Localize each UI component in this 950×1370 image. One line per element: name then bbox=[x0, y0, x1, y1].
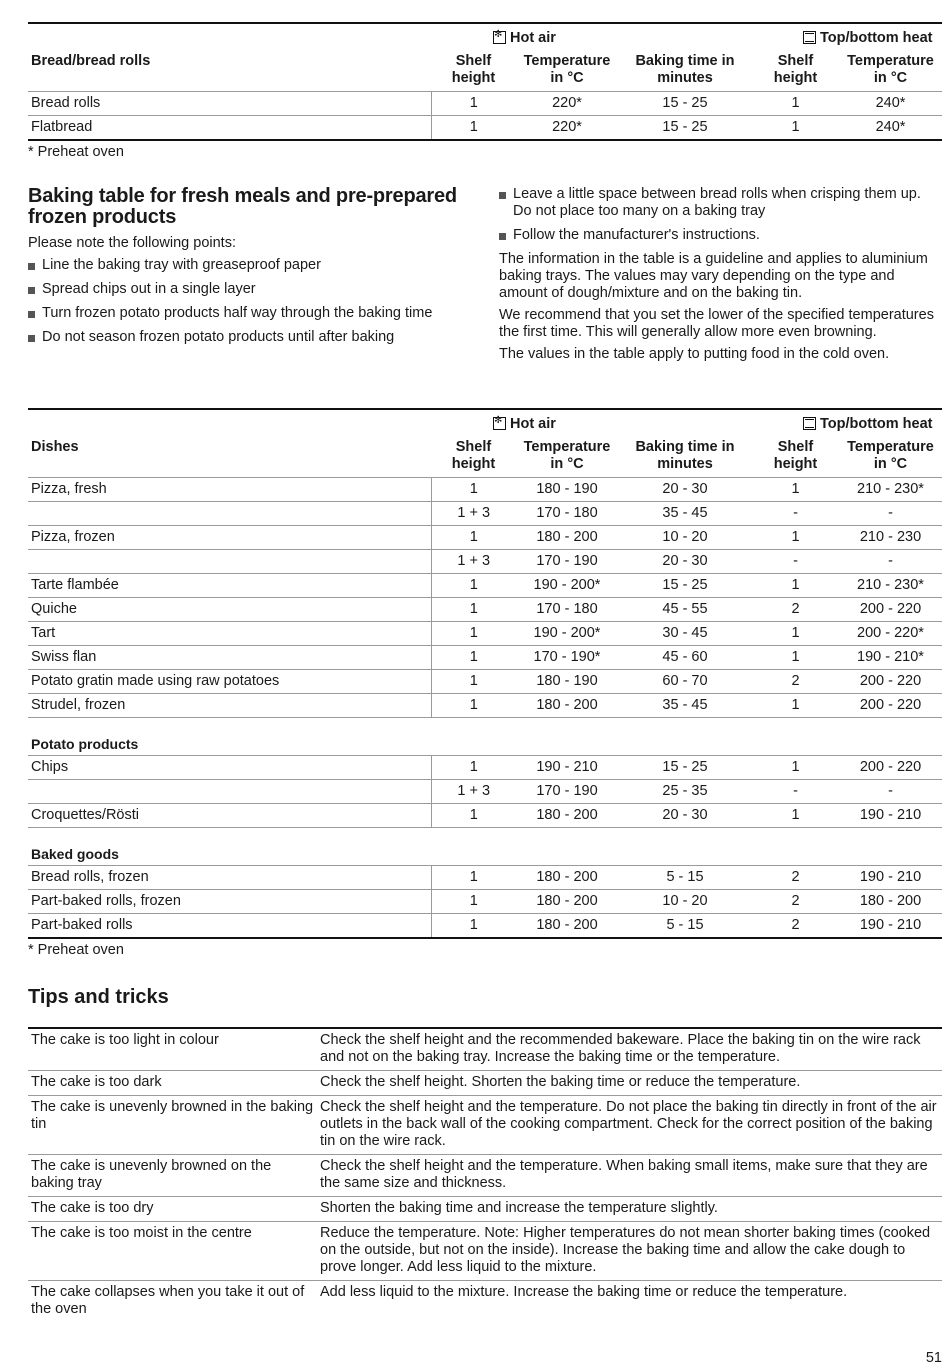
dish-name: Bread rolls, frozen bbox=[31, 869, 149, 885]
dish-name bbox=[28, 502, 431, 526]
shelf-height: 1 + 3 bbox=[431, 502, 516, 526]
shelf-height: - bbox=[793, 505, 798, 521]
table-row bbox=[28, 116, 942, 141]
dish-name: Tarte flambée bbox=[31, 577, 119, 593]
preheat-footnote: * Preheat oven bbox=[28, 144, 124, 160]
column-header-row bbox=[28, 432, 942, 478]
temperature: - bbox=[888, 505, 893, 521]
table-row bbox=[28, 526, 942, 550]
shelf-header: Shelf height bbox=[451, 439, 496, 472]
temperature: 180 - 200 bbox=[536, 893, 598, 909]
shelf-height: 1 bbox=[431, 598, 516, 622]
temperature: 220* bbox=[552, 95, 582, 111]
shelf-height: 1 bbox=[791, 625, 800, 641]
preheat-footnote: * Preheat oven bbox=[28, 942, 124, 958]
bread-baking-table bbox=[28, 22, 942, 141]
shelf-height: 1 bbox=[431, 116, 516, 141]
shelf-height: 1 + 3 bbox=[431, 780, 516, 804]
tips-row bbox=[28, 1222, 942, 1281]
dish-name: Chips bbox=[31, 759, 69, 775]
temperature: 180 - 200 bbox=[536, 807, 598, 823]
temperature: 240* bbox=[875, 119, 906, 135]
shelf-height: 2 bbox=[791, 917, 800, 933]
tips-row bbox=[28, 1096, 942, 1155]
shelf-height: 1 bbox=[791, 649, 800, 665]
temperature: 190 - 210 bbox=[859, 869, 922, 885]
dish-name: Pizza, fresh bbox=[31, 481, 107, 497]
temperature: 190 - 210 bbox=[859, 807, 922, 823]
temperature: 190 - 200* bbox=[533, 625, 601, 641]
temperature: 170 - 180 bbox=[536, 505, 598, 521]
baking-time: 45 - 55 bbox=[662, 601, 708, 617]
baking-time: 15 - 25 bbox=[662, 759, 708, 775]
tip-solution: Shorten the baking time and increase the temperature slightly. bbox=[320, 1200, 718, 1216]
table-row bbox=[28, 670, 942, 694]
tip-problem: The cake is too dark bbox=[31, 1074, 162, 1090]
shelf-height: 1 bbox=[791, 807, 800, 823]
dish-name: Part-baked rolls, frozen bbox=[31, 893, 181, 909]
paragraph: The values in the table apply to putting food in the cold oven. bbox=[499, 346, 890, 362]
right-bullet-list bbox=[499, 186, 942, 244]
tip-solution: Check the shelf height and the temperature. When baking small items, make sure that they are the same size and thickness. bbox=[320, 1158, 928, 1191]
mode-header-row bbox=[28, 409, 942, 432]
temperature: - bbox=[888, 553, 893, 569]
bullet-item: Leave a little space between bread rolls when crisping them up. Do not place too many on a baking tray bbox=[499, 186, 942, 220]
table-row bbox=[28, 804, 942, 828]
temperature: 210 - 230* bbox=[857, 577, 924, 593]
tip-solution: Check the shelf height and the temperature. Do not place the baking tin directly in front of the air outlets in the back wall of the cooking compartment. Check for the correct position of the baking tin on the wire rack. bbox=[320, 1099, 937, 1149]
top-bottom-heat-label: Top/bottom heat bbox=[820, 30, 933, 46]
shelf-height: 1 bbox=[431, 694, 516, 718]
table-row bbox=[28, 756, 942, 780]
top-bottom-heat-icon bbox=[803, 417, 816, 430]
top-bottom-heat-label: Top/bottom heat bbox=[820, 416, 933, 432]
tips-row bbox=[28, 1197, 942, 1222]
baking-time: 30 - 45 bbox=[662, 625, 708, 641]
temperature: 180 - 200 bbox=[536, 917, 598, 933]
table-row bbox=[28, 550, 942, 574]
page bbox=[28, 22, 942, 1322]
fan-icon bbox=[493, 417, 506, 430]
shelf-height: 2 bbox=[791, 673, 800, 689]
shelf-height: 1 bbox=[791, 759, 800, 775]
temperature: 200 - 220* bbox=[857, 625, 924, 641]
table-row bbox=[28, 866, 942, 890]
tip-problem: The cake is too moist in the centre bbox=[31, 1225, 252, 1241]
shelf-height: - bbox=[793, 783, 798, 799]
shelf-height: 1 + 3 bbox=[431, 550, 516, 574]
bullet-item: Spread chips out in a single layer bbox=[28, 281, 478, 298]
notes-paragraphs bbox=[499, 251, 942, 363]
temperature: 190 - 210* bbox=[857, 649, 924, 665]
paragraph: We recommend that you set the lower of the specified temperatures the first time. This will generally allow more even browning. bbox=[499, 307, 934, 340]
dish-name: Flatbread bbox=[31, 119, 93, 135]
temperature: 240* bbox=[875, 95, 906, 111]
shelf-header: Shelf height bbox=[451, 53, 496, 86]
bullet-item: Do not season frozen potato products until after baking bbox=[28, 329, 478, 346]
baking-time: 15 - 25 bbox=[662, 577, 708, 593]
tip-problem: The cake is unevenly browned in the baking tin bbox=[31, 1099, 314, 1132]
shelf-height: 1 bbox=[431, 804, 516, 828]
temperature-header: Temperature in °C bbox=[847, 53, 934, 86]
table-row bbox=[28, 92, 942, 116]
table-row bbox=[28, 914, 942, 939]
shelf-header: Shelf height bbox=[773, 439, 818, 472]
baking-time: 35 - 45 bbox=[662, 505, 708, 521]
temperature: 180 - 200 bbox=[536, 697, 598, 713]
temperature-header: Temperature in °C bbox=[847, 439, 934, 472]
section-title: Baking table for fresh meals and pre-prepared frozen products bbox=[28, 185, 457, 228]
left-bullet-list bbox=[28, 257, 478, 346]
temperature: 190 - 200* bbox=[533, 577, 601, 593]
table-row bbox=[28, 502, 942, 526]
temperature: 200 - 220 bbox=[859, 759, 922, 775]
shelf-height: 1 bbox=[431, 478, 516, 502]
dish-name: Croquettes/Rösti bbox=[31, 807, 139, 823]
category-header: Bread/bread rolls bbox=[31, 53, 151, 69]
shelf-height: 1 bbox=[431, 914, 516, 939]
tip-solution: Check the shelf height. Shorten the baking time or reduce the temperature. bbox=[320, 1074, 801, 1090]
dish-name bbox=[28, 780, 431, 804]
mode-header-row bbox=[28, 23, 942, 46]
table-row bbox=[28, 622, 942, 646]
shelf-height: 2 bbox=[791, 869, 800, 885]
shelf-height: 1 bbox=[791, 697, 800, 713]
top-bottom-heat-mode bbox=[752, 409, 942, 432]
temperature: 220* bbox=[552, 119, 582, 135]
shelf-height: 2 bbox=[791, 601, 800, 617]
notes-right-column bbox=[499, 186, 942, 368]
tip-problem: The cake collapses when you take it out of the oven bbox=[31, 1284, 305, 1317]
temperature-header: Temperature in °C bbox=[523, 53, 611, 86]
tip-problem: The cake is too light in colour bbox=[31, 1032, 219, 1048]
baking-time: 45 - 60 bbox=[662, 649, 708, 665]
shelf-height: 2 bbox=[791, 893, 800, 909]
shelf-height: 1 bbox=[431, 646, 516, 670]
tips-title: Tips and tricks bbox=[28, 986, 169, 1008]
top-bottom-heat-icon bbox=[803, 31, 816, 44]
tips-row bbox=[28, 1281, 942, 1323]
baking-time: 20 - 30 bbox=[662, 807, 708, 823]
temperature: 200 - 220 bbox=[859, 697, 922, 713]
table-row bbox=[28, 478, 942, 502]
table-row bbox=[28, 694, 942, 718]
table-group-row bbox=[28, 828, 942, 866]
dish-name bbox=[28, 550, 431, 574]
tips-row bbox=[28, 1155, 942, 1197]
temperature: 170 - 190* bbox=[533, 649, 601, 665]
temperature: 170 - 190 bbox=[536, 783, 598, 799]
bullet-item: Turn frozen potato products half way through the baking time bbox=[28, 305, 478, 322]
temperature: 180 - 200 bbox=[859, 893, 922, 909]
temperature: 190 - 210 bbox=[536, 759, 598, 775]
dish-name: Swiss flan bbox=[31, 649, 97, 665]
fan-icon bbox=[493, 31, 506, 44]
bullet-item: Line the baking tray with greaseproof paper bbox=[28, 257, 478, 274]
tip-problem: The cake is unevenly browned on the baking tray bbox=[31, 1158, 272, 1191]
group-heading: Baked goods bbox=[31, 846, 119, 862]
dish-name: Part-baked rolls bbox=[31, 917, 133, 933]
table-row bbox=[28, 574, 942, 598]
shelf-height: 1 bbox=[431, 866, 516, 890]
temperature: 180 - 190 bbox=[536, 481, 598, 497]
tip-problem: The cake is too dry bbox=[31, 1200, 154, 1216]
column-header-row bbox=[28, 46, 942, 92]
shelf-height: 1 bbox=[431, 622, 516, 646]
baking-time-header: Baking time in minutes bbox=[635, 53, 735, 86]
baking-time: 15 - 25 bbox=[662, 119, 708, 135]
dish-name: Pizza, frozen bbox=[31, 529, 115, 545]
tip-solution: Add less liquid to the mixture. Increase the baking time or reduce the temperature. bbox=[320, 1284, 848, 1300]
paragraph: The information in the table is a guideline and applies to aluminium baking trays. The values may vary depending on the type and amount of dough/mixture and on the baking tin. bbox=[499, 251, 928, 301]
tips-table bbox=[28, 1027, 942, 1322]
shelf-height: 1 bbox=[431, 574, 516, 598]
temperature: 210 - 230* bbox=[857, 481, 924, 497]
dish-name: Bread rolls bbox=[31, 95, 101, 111]
table-row bbox=[28, 598, 942, 622]
baking-time: 5 - 15 bbox=[666, 917, 704, 933]
tip-solution: Check the shelf height and the recommended bakeware. Place the baking tin on the wire rack and not on the baking tray. Increase the baking time or the temperature. bbox=[320, 1032, 921, 1065]
table-row bbox=[28, 646, 942, 670]
baking-time: 15 - 25 bbox=[662, 95, 708, 111]
baking-time: 10 - 20 bbox=[662, 529, 708, 545]
section-intro: Please note the following points: bbox=[28, 235, 236, 251]
temperature: - bbox=[888, 783, 893, 799]
group-heading: Potato products bbox=[31, 736, 139, 752]
baking-time-header: Baking time in minutes bbox=[635, 439, 735, 472]
hot-air-label: Hot air bbox=[510, 416, 556, 432]
baking-time: 10 - 20 bbox=[662, 893, 708, 909]
temperature: 170 - 180 bbox=[536, 601, 598, 617]
dish-name: Strudel, frozen bbox=[31, 697, 126, 713]
table-group-row bbox=[28, 718, 942, 756]
shelf-height: 1 bbox=[791, 95, 800, 111]
baking-time: 5 - 15 bbox=[666, 869, 704, 885]
shelf-height: 1 bbox=[791, 481, 800, 497]
dish-name: Tart bbox=[31, 625, 56, 641]
temperature: 180 - 200 bbox=[536, 529, 598, 545]
shelf-height: 1 bbox=[791, 577, 800, 593]
baking-time: 20 - 30 bbox=[662, 481, 708, 497]
temperature: 180 - 190 bbox=[536, 673, 598, 689]
hot-air-mode bbox=[431, 409, 752, 432]
dishes-baking-table bbox=[28, 408, 942, 939]
hot-air-label: Hot air bbox=[510, 30, 556, 46]
page-number: 51 bbox=[925, 1350, 942, 1366]
tips-row bbox=[28, 1071, 942, 1096]
baking-time: 20 - 30 bbox=[662, 553, 708, 569]
hot-air-mode bbox=[431, 23, 752, 46]
baking-time: 60 - 70 bbox=[662, 673, 708, 689]
temperature-header: Temperature in °C bbox=[523, 439, 611, 472]
top-bottom-heat-mode bbox=[752, 23, 942, 46]
shelf-height: 1 bbox=[431, 890, 516, 914]
category-header: Dishes bbox=[31, 439, 79, 455]
baking-notes-section bbox=[28, 186, 942, 408]
shelf-height: 1 bbox=[791, 119, 800, 135]
tips-row bbox=[28, 1028, 942, 1071]
table-row bbox=[28, 890, 942, 914]
temperature: 190 - 210 bbox=[859, 917, 922, 933]
shelf-height: 1 bbox=[431, 670, 516, 694]
shelf-height: 1 bbox=[791, 529, 800, 545]
bullet-item: Follow the manufacturer's instructions. bbox=[499, 227, 942, 244]
shelf-height: - bbox=[793, 553, 798, 569]
dish-name: Quiche bbox=[31, 601, 77, 617]
shelf-height: 1 bbox=[431, 92, 516, 116]
tip-solution: Reduce the temperature. Note: Higher temperatures do not mean shorter baking times (cooked on the outside, but not on the inside). Increase the baking time and allow the cake dough to prove longer. Add less liquid to the mixture. bbox=[320, 1225, 931, 1275]
table-row bbox=[28, 780, 942, 804]
baking-time: 25 - 35 bbox=[662, 783, 708, 799]
temperature: 170 - 190 bbox=[536, 553, 598, 569]
temperature: 180 - 200 bbox=[536, 869, 598, 885]
shelf-height: 1 bbox=[431, 526, 516, 550]
notes-left-column bbox=[28, 186, 478, 353]
shelf-header: Shelf height bbox=[773, 53, 818, 86]
temperature: 210 - 230 bbox=[859, 529, 922, 545]
baking-time: 35 - 45 bbox=[662, 697, 708, 713]
temperature: 200 - 220 bbox=[859, 601, 922, 617]
dish-name: Potato gratin made using raw potatoes bbox=[31, 673, 280, 689]
temperature: 200 - 220 bbox=[859, 673, 922, 689]
shelf-height: 1 bbox=[431, 756, 516, 780]
